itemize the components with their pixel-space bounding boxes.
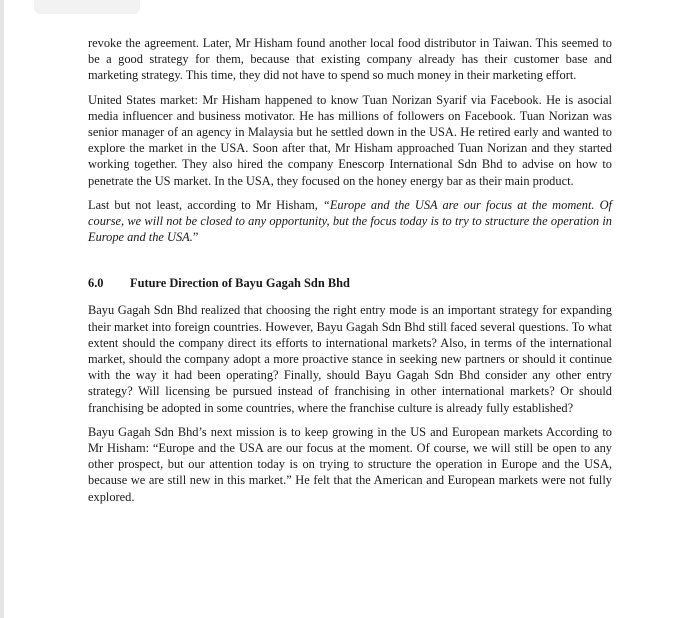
- paragraph-hisham-quote: [88, 197, 612, 246]
- quote-lead: Last but not least, according to Mr Hisham,: [88, 197, 323, 212]
- paragraph-taiwan-market: revoke the agreement. Later, Mr Hisham found another local food distributor in Taiwan. This seemed to be a good strategy for them, because that existing company already has their customer base and marketing strategy. This time, they did not have to spend so much money in their marketing effort.: [88, 36, 612, 83]
- section-number: 6.0: [88, 276, 104, 291]
- quote-end: ”: [192, 230, 199, 245]
- paragraph-entry-mode: Bayu Gagah Sdn Bhd realized that choosing the right entry mode is an important strategy for expanding their market into foreign countries. However, Bayu Gagah Sdn Bhd still faced several questions. To what extent should the company direct its efforts to international markets? Also, in terms of the international market, should the company adopt a more proactive stance in seeking new partners or should it continue with the way it had been operating? Finally, should Bayu Gagah Sdn Bhd consider any other entry strategy? Will licensing be pursued instead of franchising in other international markets? Or should franchising be adopted in some countries, where the franchise culture is already fully established?: [88, 303, 612, 415]
- paragraph-next-mission: Bayu Gagah Sdn Bhd’s next mission is to keep growing in the US and European markets According to Mr Hisham: “Europe and the USA are our focus at the moment. Of course, we will still be open to any other prospect, but our attention today is on trying to structure the operation in Europe and the USA, because we are still new in this market.” He felt that the American and European markets were not fully explored.: [88, 424, 612, 504]
- document-body: [88, 35, 612, 513]
- top-toolbar-tab: [34, 0, 140, 14]
- section-heading: [88, 275, 612, 291]
- paragraph-us-market: United States market: Mr Hisham happened to know Tuan Norizan Syarif via Facebook. He is asocial media influencer and business motivator. He has millions of followers on Facebook. Tuan Norizan was senior manager of an agency in Malaysia but he settled down in the USA. He retired early and wanted to explore the market in the USA. Soon after that, Mr Hisham approached Tuan Norizan and they started working together. They also hired the company Enescorp International Sdn Bhd to advise on how to penetrate the US market. In the USA, they focused on the honey energy bar as their main product.: [88, 92, 612, 188]
- section-title: Future Direction of Bayu Gagah Sdn Bhd: [130, 276, 350, 291]
- left-page-edge: [0, 0, 4, 618]
- quote-italic: “Europe and the USA are our focus at the moment. Of course, we will not be closed to any opportunity, but the focus today is to try to structure the operation in Europe and the USA.: [88, 197, 613, 245]
